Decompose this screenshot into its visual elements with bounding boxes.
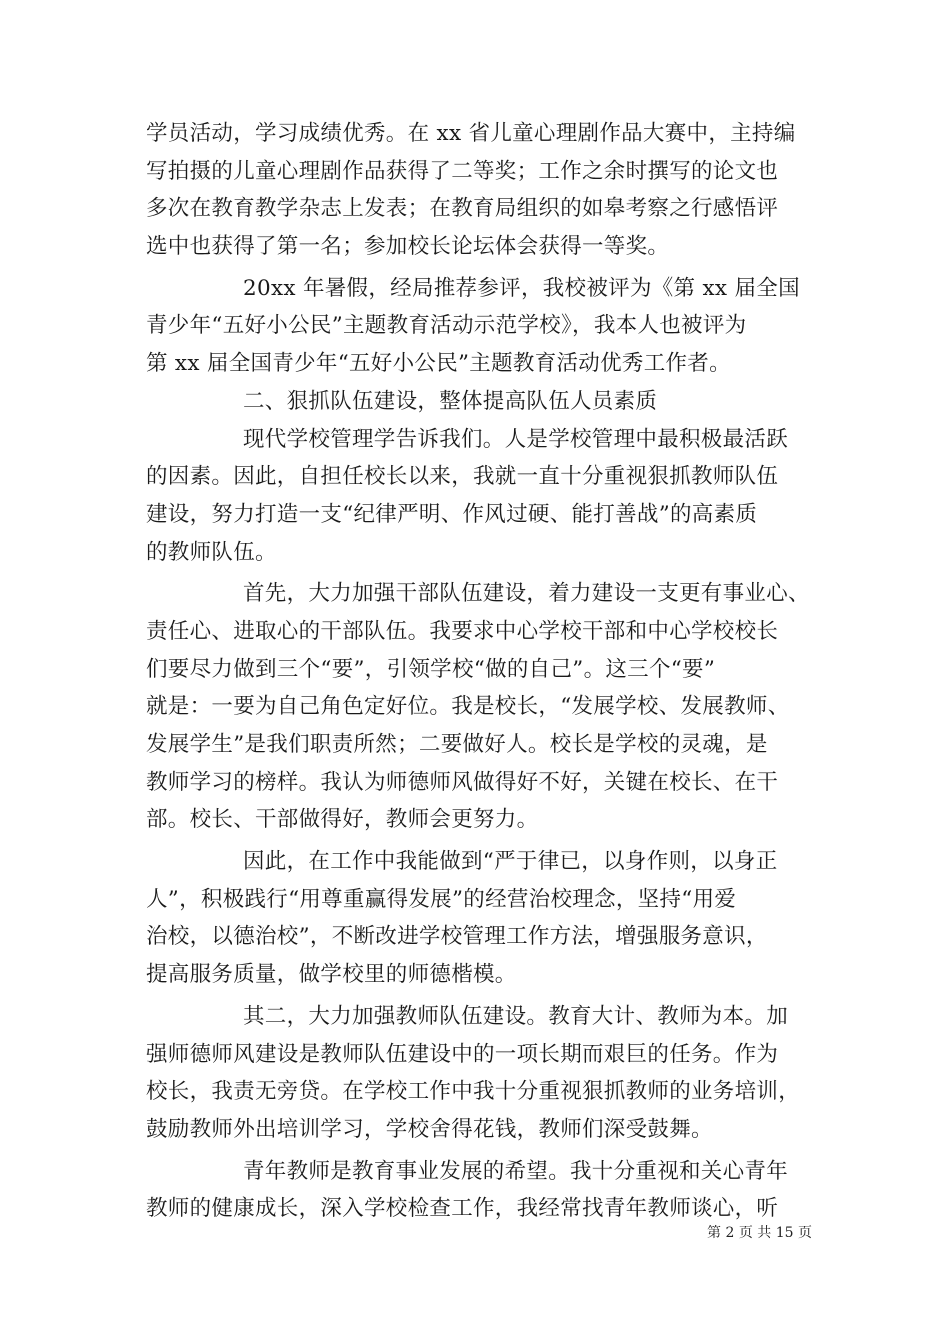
text-line: 提高服务质量，做学校里的师德楷模。 (146, 962, 517, 988)
paragraph-start-line: 20xx 年暑假，经局推荐参评，我校被评为《第 xx 届全国 (243, 275, 800, 301)
text-line: 鼓励教师外出培训学习，学校舍得花钱，教师们深受鼓舞。 (146, 1116, 713, 1142)
text-line: 人”，积极践行“用尊重赢得发展”的经营治校理念，坚持“用爱 (146, 886, 737, 912)
text-line: 责任心、进取心的干部队伍。我要求中心学校干部和中心学校校长 (146, 618, 779, 644)
text-line: 们要尽力做到三个“要”，引领学校“做的自己”。这三个“要” (146, 656, 716, 682)
text-line: 选中也获得了第一名；参加校长论坛体会获得一等奖。 (146, 234, 670, 260)
text-line: 写拍摄的儿童心理剧作品获得了二等奖；工作之余时撰写的论文也 (146, 158, 779, 184)
paragraph-start-line: 青年教师是教育事业发展的希望。我十分重视和关心青年 (243, 1158, 789, 1184)
page-number-footer: 第 2 页 共 15 页 (707, 1225, 812, 1241)
text-line: 学员活动，学习成绩优秀。在 xx 省儿童心理剧作品大赛中，主持编 (146, 121, 796, 146)
text-line: 教师学习的榜样。我认为师德师风做得好不好，关键在校长、在干 (146, 769, 779, 795)
text-line: 校长，我责无旁贷。在学校工作中我十分重视狠抓教师的业务培训， (146, 1079, 801, 1105)
text-line: 就是：一要为自己角色定好位。我是校长，“发展学校、发展教师、 (146, 694, 790, 720)
text-line: 教师的健康成长，深入学校检查工作，我经常找青年教师谈心，听 (146, 1196, 779, 1222)
paragraph-start-line: 因此，在工作中我能做到“严于律已，以身作则，以身正 (243, 849, 778, 875)
text-line: 部。校长、干部做得好，教师会更努力。 (146, 807, 539, 833)
body-text (146, 115, 814, 1228)
text-line: 治校，以德治校”，不断改进学校管理工作方法，增强服务意识， (146, 924, 768, 950)
text-line: 的教师队伍。 (146, 539, 277, 565)
paragraph-start-line: 其二，大力加强教师队伍建设。教育大计、教师为本。加 (243, 1003, 789, 1029)
text-line: 青少年“五好小公民”主题教育活动示范学校》，我本人也被评为 (146, 313, 747, 339)
text-line: 发展学生”是我们职责所然；二要做好人。校长是学校的灵魂，是 (146, 732, 768, 757)
text-line: 多次在教育教学杂志上发表；在教育局组织的如皋考察之行感悟评 (146, 196, 779, 222)
text-line: 的因素。因此，自担任校长以来，我就一直十分重视狠抓教师队伍 (146, 464, 779, 490)
text-line: 建设，努力打造一支“纪律严明、作风过硬、能打善战”的高素质 (146, 501, 758, 527)
paragraph-start-line: 现代学校管理学告诉我们。人是学校管理中最积极最活跃 (243, 426, 789, 452)
paragraph-start-line: 首先，大力加强干部队伍建设，着力建设一支更有事业心、 (243, 581, 810, 607)
text-line: 第 xx 届全国青少年“五好小公民”主题教育活动优秀工作者。 (146, 351, 731, 377)
section-heading: 二、狠抓队伍建设，整体提高队伍人员素质 (243, 388, 658, 414)
text-line: 强师德师风建设是教师队伍建设中的一项长期而艰巨的任务。作为 (146, 1041, 779, 1067)
